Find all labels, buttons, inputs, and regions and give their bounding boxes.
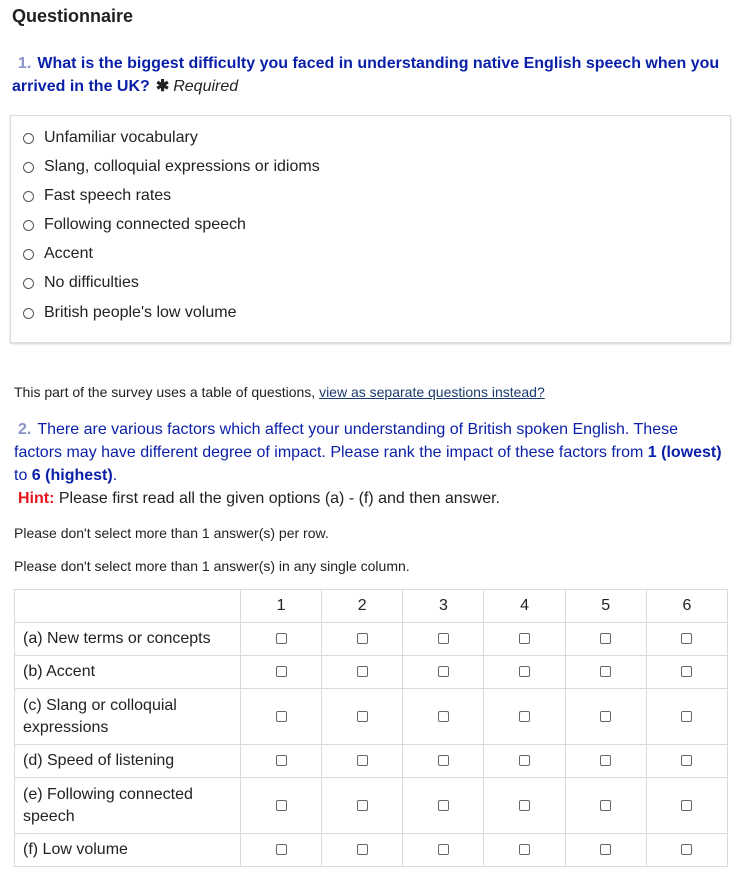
option-label: British people's low volume xyxy=(44,304,237,321)
per-column-constraint: Please don't select more than 1 answer(s) in any single column. xyxy=(14,558,410,574)
question-2-prompt-part1: There are various factors which affect your understanding of British spoken English. These factors may have different degree of impact. Please rank the impact of these factors from xyxy=(14,421,678,461)
highest-rank-label: 6 (highest) xyxy=(31,467,113,484)
checkbox[interactable] xyxy=(438,844,449,855)
checkbox[interactable] xyxy=(357,844,368,855)
grid-cell[interactable] xyxy=(646,778,727,834)
grid-cell[interactable] xyxy=(484,778,565,834)
required-label: Required xyxy=(173,78,239,95)
grid-cell[interactable] xyxy=(322,778,403,834)
option-unfamiliar-vocabulary[interactable] xyxy=(23,127,198,149)
option-label: Slang, colloquial expressions or idioms xyxy=(44,158,320,175)
column-header: 6 xyxy=(646,590,727,623)
radio-icon[interactable] xyxy=(23,191,34,202)
radio-icon[interactable] xyxy=(23,133,34,144)
radio-icon[interactable] xyxy=(23,278,34,289)
checkbox[interactable] xyxy=(681,711,692,722)
hint-label: Hint: xyxy=(18,490,55,507)
checkbox[interactable] xyxy=(438,800,449,811)
checkbox[interactable] xyxy=(276,800,287,811)
checkbox[interactable] xyxy=(600,633,611,644)
grid-cell[interactable] xyxy=(565,656,646,689)
grid-cell[interactable] xyxy=(403,778,484,834)
grid-cell[interactable] xyxy=(484,689,565,745)
hint-text: Please first read all the given options (a) - (f) and then answer. xyxy=(54,490,500,507)
checkbox[interactable] xyxy=(357,755,368,766)
grid-cell[interactable] xyxy=(322,656,403,689)
grid-cell[interactable] xyxy=(565,834,646,867)
checkbox[interactable] xyxy=(600,711,611,722)
grid-cell[interactable] xyxy=(403,623,484,656)
grid-row xyxy=(15,623,728,656)
table-view-note xyxy=(14,384,545,400)
checkbox[interactable] xyxy=(681,800,692,811)
question-2-text xyxy=(14,418,726,510)
checkbox[interactable] xyxy=(276,844,287,855)
grid-cell[interactable] xyxy=(646,689,727,745)
checkbox[interactable] xyxy=(681,666,692,677)
grid-corner xyxy=(15,590,241,623)
checkbox[interactable] xyxy=(438,711,449,722)
column-header: 4 xyxy=(484,590,565,623)
checkbox[interactable] xyxy=(519,666,530,677)
question-1-options xyxy=(10,115,731,343)
grid-cell[interactable] xyxy=(403,745,484,778)
column-header: 3 xyxy=(403,590,484,623)
grid-cell[interactable] xyxy=(241,689,322,745)
checkbox[interactable] xyxy=(276,711,287,722)
checkbox[interactable] xyxy=(276,666,287,677)
grid-cell[interactable] xyxy=(565,623,646,656)
checkbox[interactable] xyxy=(357,666,368,677)
option-label: Accent xyxy=(44,245,93,262)
option-no-difficulties[interactable] xyxy=(23,272,139,294)
grid-cell[interactable] xyxy=(241,834,322,867)
option-fast-speech[interactable] xyxy=(23,185,171,207)
checkbox[interactable] xyxy=(519,755,530,766)
question-2-prompt-part3: . xyxy=(112,467,118,484)
checkbox[interactable] xyxy=(681,844,692,855)
checkbox[interactable] xyxy=(681,755,692,766)
checkbox[interactable] xyxy=(357,633,368,644)
grid-cell[interactable] xyxy=(322,745,403,778)
grid-header-row xyxy=(15,590,728,623)
checkbox[interactable] xyxy=(276,755,287,766)
grid-row xyxy=(15,834,728,867)
lowest-rank-label: 1 (lowest) xyxy=(647,444,722,461)
grid-cell[interactable] xyxy=(322,834,403,867)
grid-cell[interactable] xyxy=(241,656,322,689)
grid-cell[interactable] xyxy=(565,778,646,834)
grid-cell[interactable] xyxy=(646,623,727,656)
question-2-number: 2. xyxy=(18,421,32,438)
grid-row xyxy=(15,689,728,745)
option-connected-speech[interactable] xyxy=(23,214,246,236)
checkbox[interactable] xyxy=(600,755,611,766)
row-label: (b) Accent xyxy=(15,656,241,689)
column-header: 2 xyxy=(322,590,403,623)
grid-cell[interactable] xyxy=(403,689,484,745)
separate-questions-link[interactable]: view as separate questions instead? xyxy=(319,384,545,400)
option-label: Fast speech rates xyxy=(44,187,172,204)
option-label: Following connected speech xyxy=(44,216,246,233)
per-row-constraint: Please don't select more than 1 answer(s) per row. xyxy=(14,525,329,541)
grid-cell[interactable] xyxy=(241,745,322,778)
grid-cell[interactable] xyxy=(403,656,484,689)
ranking-grid xyxy=(14,589,728,867)
checkbox[interactable] xyxy=(519,711,530,722)
grid-cell[interactable] xyxy=(484,623,565,656)
radio-icon[interactable] xyxy=(23,162,34,173)
grid-cell[interactable] xyxy=(646,745,727,778)
row-label: (d) Speed of listening xyxy=(15,745,241,778)
grid-cell[interactable] xyxy=(241,623,322,656)
checkbox[interactable] xyxy=(519,844,530,855)
page-title: Questionnaire xyxy=(12,6,134,26)
checkbox[interactable] xyxy=(438,755,449,766)
grid-cell[interactable] xyxy=(646,656,727,689)
grid-cell[interactable] xyxy=(241,778,322,834)
hint xyxy=(14,490,500,507)
checkbox[interactable] xyxy=(519,633,530,644)
radio-icon[interactable] xyxy=(23,220,34,231)
grid-cell[interactable] xyxy=(322,689,403,745)
question-1-text xyxy=(12,52,722,98)
required-asterisk-icon: ✱ xyxy=(155,78,170,95)
grid-cell[interactable] xyxy=(322,623,403,656)
checkbox[interactable] xyxy=(681,633,692,644)
checkbox[interactable] xyxy=(519,800,530,811)
required-indicator xyxy=(156,78,238,95)
option-accent[interactable] xyxy=(23,243,93,265)
row-label: (c) Slang or colloquial expressions xyxy=(15,689,241,745)
grid-row xyxy=(15,656,728,689)
grid-cell[interactable] xyxy=(565,689,646,745)
grid-cell[interactable] xyxy=(403,834,484,867)
question-1-prompt: What is the biggest difficulty you faced in understanding native English speech when you arrived in the UK? xyxy=(12,55,720,95)
row-label: (e) Following connected speech xyxy=(15,778,241,834)
option-slang[interactable] xyxy=(23,156,320,178)
option-low-volume[interactable] xyxy=(23,302,236,324)
checkbox[interactable] xyxy=(600,800,611,811)
radio-icon[interactable] xyxy=(23,308,34,319)
checkbox[interactable] xyxy=(600,844,611,855)
grid-row xyxy=(15,745,728,778)
checkbox[interactable] xyxy=(600,666,611,677)
checkbox[interactable] xyxy=(438,666,449,677)
grid-cell[interactable] xyxy=(484,745,565,778)
table-note-text: This part of the survey uses a table of questions, xyxy=(14,384,320,400)
grid-cell[interactable] xyxy=(484,834,565,867)
grid-cell[interactable] xyxy=(565,745,646,778)
grid-cell[interactable] xyxy=(484,656,565,689)
grid-row xyxy=(15,778,728,834)
checkbox[interactable] xyxy=(276,633,287,644)
row-label: (a) New terms or concepts xyxy=(15,623,241,656)
grid-cell[interactable] xyxy=(646,834,727,867)
checkbox[interactable] xyxy=(357,711,368,722)
row-label: (f) Low volume xyxy=(15,834,241,867)
option-label: No difficulties xyxy=(44,274,139,291)
radio-icon[interactable] xyxy=(23,249,34,260)
question-1-number: 1. xyxy=(18,55,32,72)
column-header: 5 xyxy=(565,590,646,623)
question-2-prompt-part2: to xyxy=(14,467,32,484)
column-header: 1 xyxy=(241,590,322,623)
checkbox[interactable] xyxy=(438,633,449,644)
checkbox[interactable] xyxy=(357,800,368,811)
option-label: Unfamiliar vocabulary xyxy=(44,129,198,146)
